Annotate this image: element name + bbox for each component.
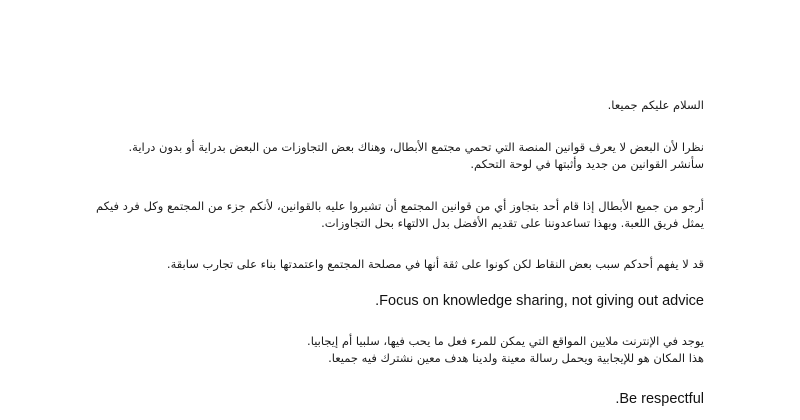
greeting-text: السلام عليكم جميعا. xyxy=(607,98,704,112)
heading-be-respectful: Be respectful. xyxy=(615,391,704,407)
paragraph-1-line-2: سأنشر القوانين من جديد وأثبتها في لوحة التحكم. xyxy=(470,157,704,171)
paragraph-3-text: قد لا يفهم أحدكم سبب بعض النقاط لكن كونوا على ثقة أنها في مصلحة المجتمع واعتمدتها بناء على تجارب سابقة. xyxy=(166,257,704,271)
paragraph-4-line-2: هذا المكان هو للإيجابية ويحمل رسالة معينة ولدينا هدف معين نشترك فيه جميعا. xyxy=(328,351,704,365)
paragraph-4-line-1: يوجد في الإنترنت ملايين المواقع التي يمكن للمرء فعل ما يحب فيها، سلبيا أم إيجابيا. xyxy=(307,334,704,348)
paragraph-2-line-1: أرجو من جميع الأبطال إذا قام أحد بتجاوز أي من قوانين المجتمع أن تشيروا عليه بالقوانين، لأنكم جزء من المجتمع وكل فرد فيكم xyxy=(96,199,704,213)
paragraph-1-line-1: نظرا لأن البعض لا يعرف قوانين المنصة التي تحمي مجتمع الأبطال، وهناك بعض التجاوزات من البعض بدراية أو بدون دراية. xyxy=(128,140,704,154)
paragraph-2-line-2: يمثل فريق اللعبة. وبهذا تساعدوننا على تقديم الأفضل بدل الالتهاء بحل التجاوزات. xyxy=(321,216,704,230)
heading-knowledge-sharing: Focus on knowledge sharing, not giving out advice. xyxy=(375,293,704,309)
